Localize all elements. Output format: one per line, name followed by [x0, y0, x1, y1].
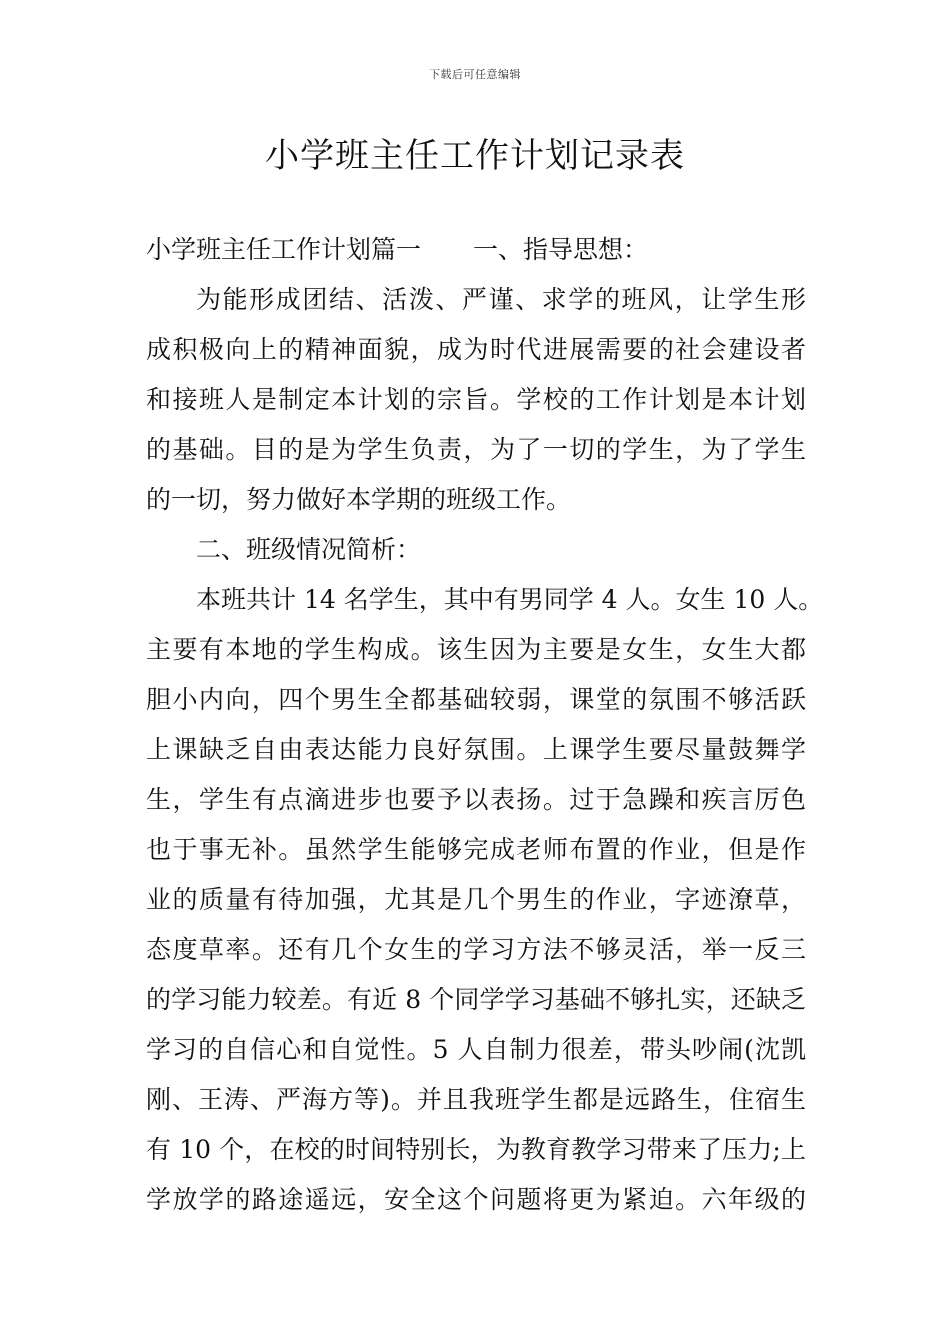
- section-heading: 一、指导思想：: [473, 235, 649, 264]
- paragraph-line: 和接班人是制定本计划的宗旨。学校的工作计划是本计划: [146, 385, 806, 414]
- paragraph-line: 学放学的路途遥远，安全这个问题将更为紧迫。六年级的: [146, 1185, 806, 1214]
- paragraph-line: 成积极向上的精神面貌，成为时代进展需要的社会建设者: [146, 335, 806, 364]
- paragraph-line: 的一切，努力做好本学期的班级工作。: [146, 485, 572, 514]
- paragraph-line: 的学习能力较差。有近 8 个同学学习基础不够扎实，还缺乏: [146, 985, 806, 1014]
- section-heading: 小学班主任工作计划篇一: [146, 235, 422, 264]
- document-body: [146, 225, 824, 1225]
- paragraph-line: 的基础。目的是为学生负责，为了一切的学生，为了学生: [146, 435, 806, 464]
- document-title: 小学班主任工作计划记录表: [265, 136, 685, 176]
- section-heading: 二、班级情况简析：: [196, 535, 422, 564]
- paragraph-line: 胆小内向，四个男生全都基础较弱，课堂的氛围不够活跃: [146, 685, 806, 714]
- paragraph-line: 也于事无补。虽然学生能够完成老师布置的作业，但是作: [146, 835, 806, 864]
- header-note: 下载后可任意编辑: [429, 68, 521, 81]
- paragraph-line: 业的质量有待加强，尤其是几个男生的作业，字迹潦草，: [146, 885, 806, 914]
- paragraph-line: 有 10 个，在校的时间特别长，为教育教学习带来了压力;上: [146, 1135, 806, 1164]
- paragraph-line: 为能形成团结、活泼、严谨、求学的班风，让学生形: [196, 285, 806, 314]
- paragraph-line: 上课缺乏自由表达能力良好氛围。上课学生要尽量鼓舞学: [146, 735, 806, 764]
- paragraph-line: 主要有本地的学生构成。该生因为主要是女生，女生大都: [146, 635, 806, 664]
- paragraph-line: 本班共计 14 名学生，其中有男同学 4 人。女生 10 人。: [196, 585, 824, 614]
- paragraph-line: 学习的自信心和自觉性。5 人自制力很差，带头吵闹(沈凯: [146, 1035, 806, 1064]
- paragraph-line: 生，学生有点滴进步也要予以表扬。过于急躁和疾言厉色: [146, 785, 806, 814]
- paragraph-line: 态度草率。还有几个女生的学习方法不够灵活，举一反三: [146, 935, 806, 964]
- paragraph-line: [146, 225, 806, 275]
- paragraph-line: 刚、王涛、严海方等)。并且我班学生都是远路生，住宿生: [146, 1085, 806, 1114]
